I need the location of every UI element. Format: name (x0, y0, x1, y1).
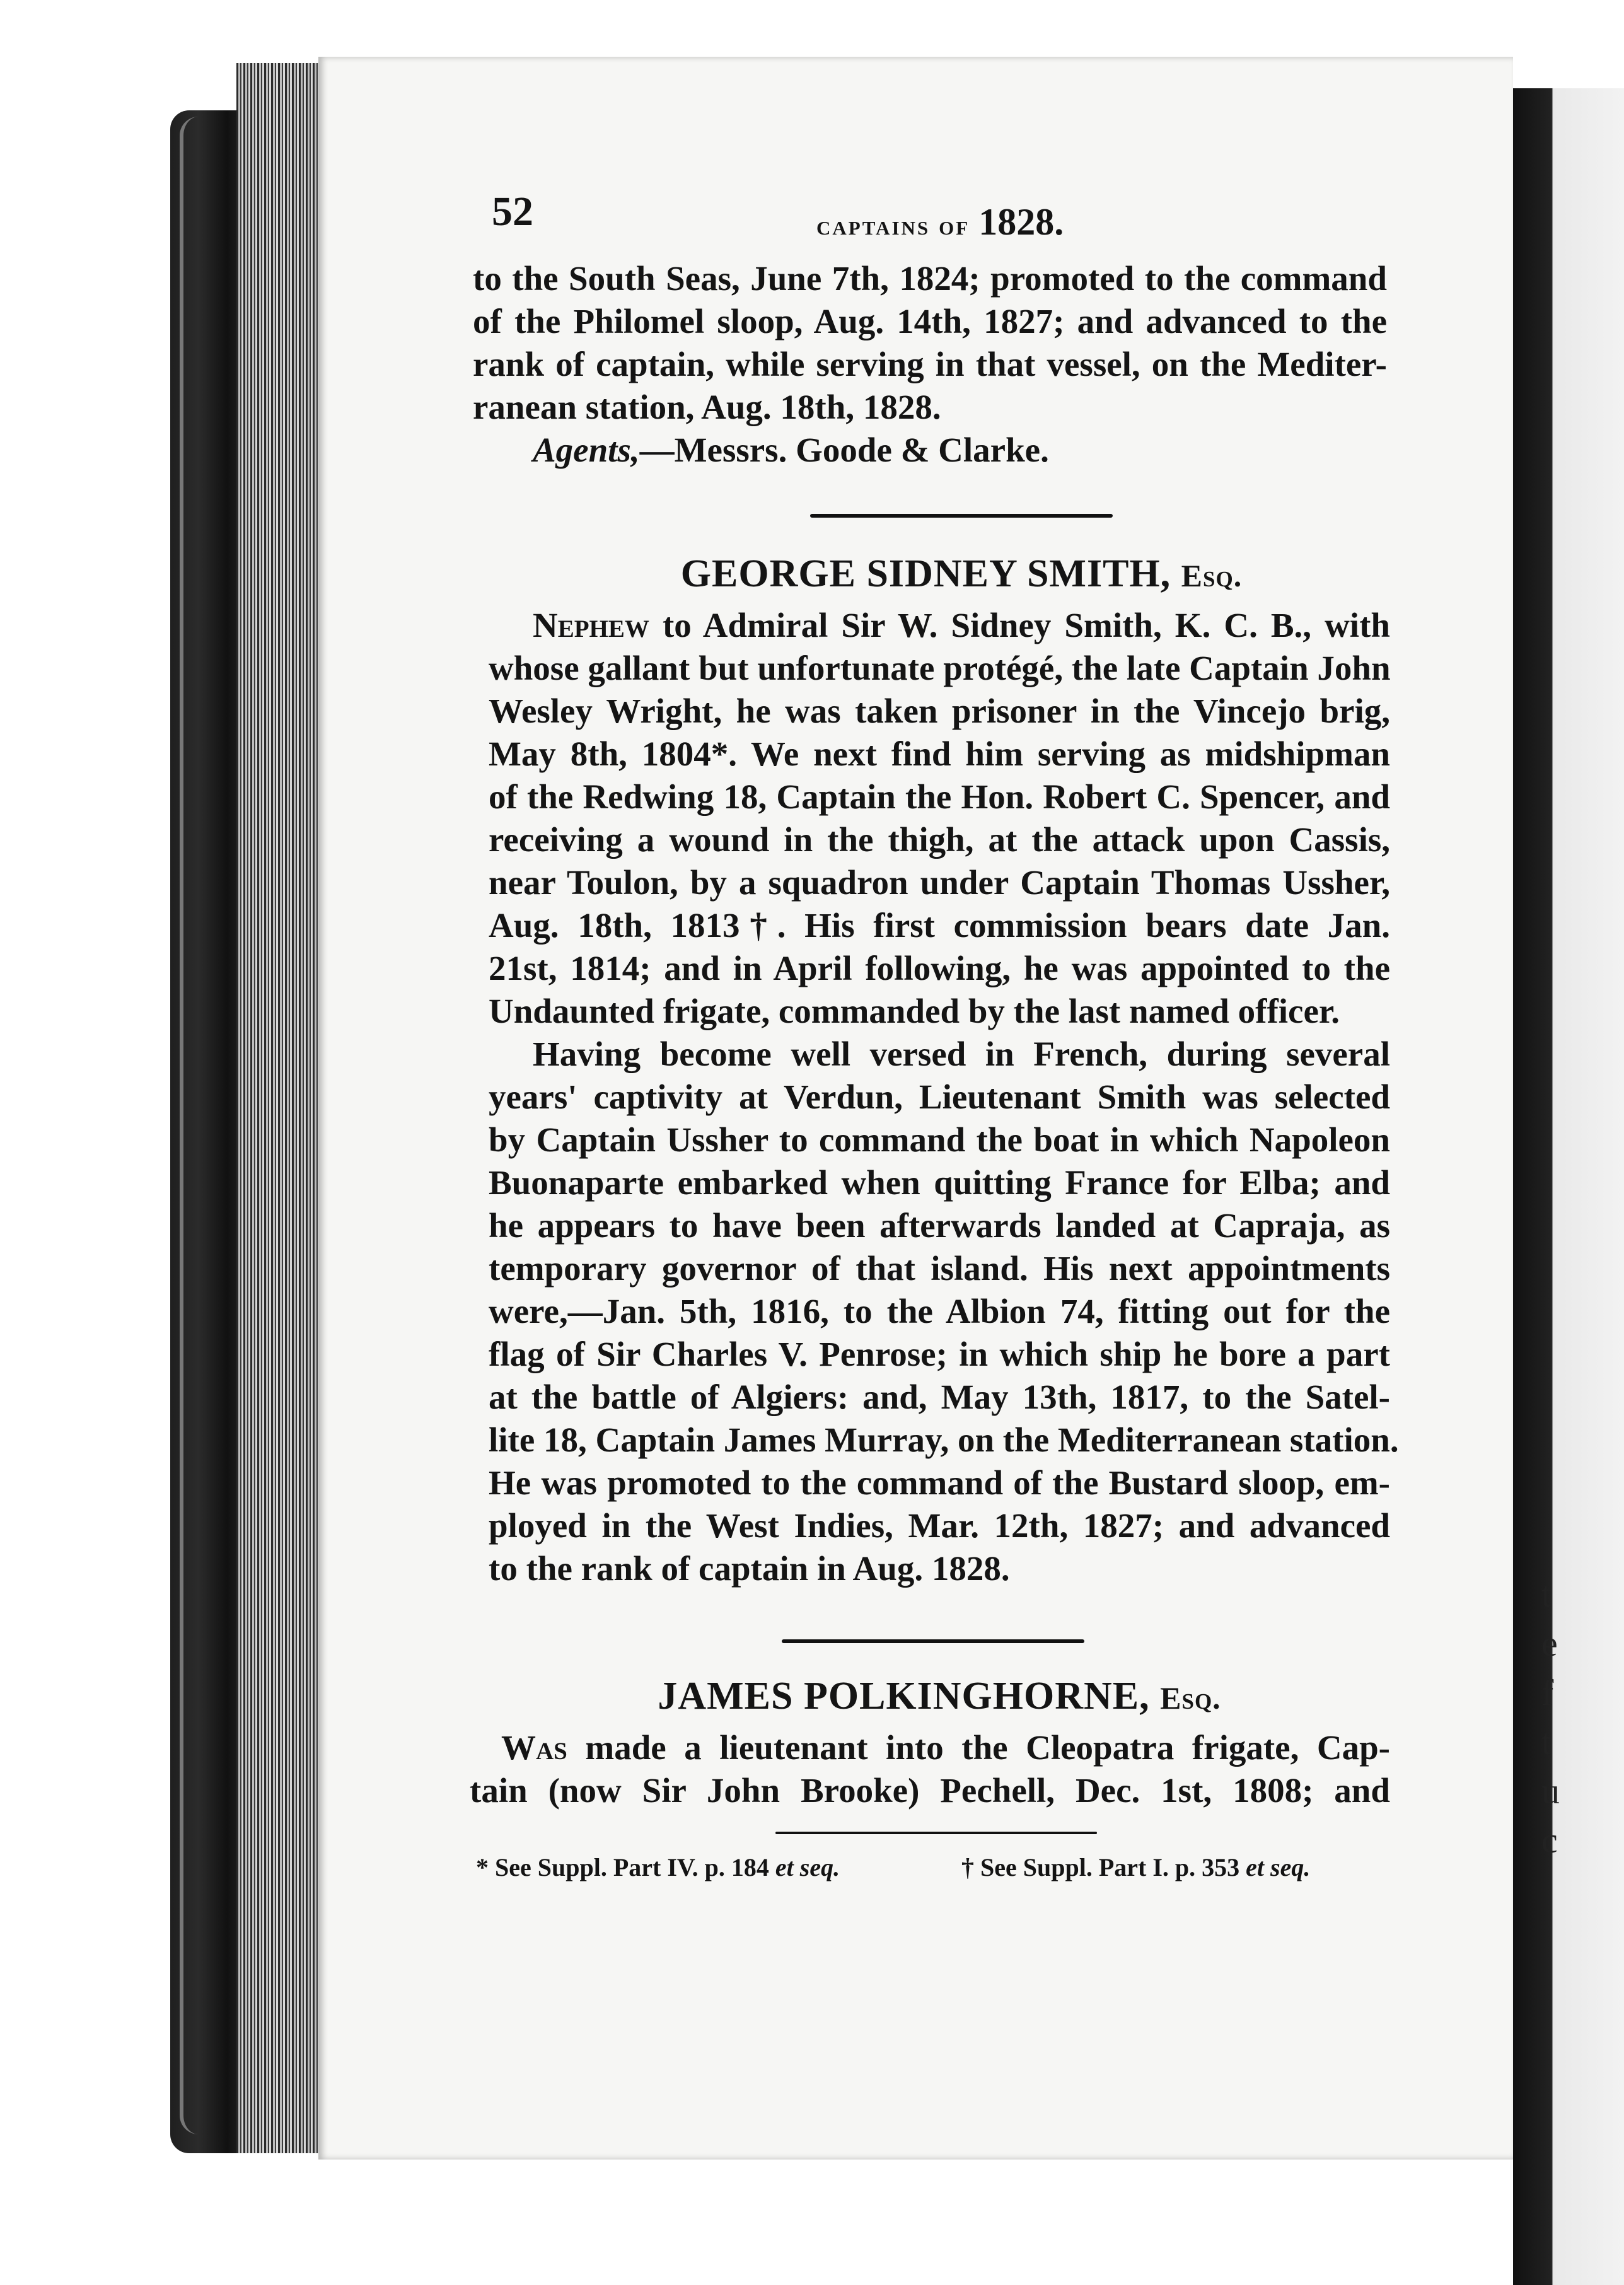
fragment-char: e (1541, 1623, 1558, 1664)
text-line: May 8th, 1804*. We next find him serving as midshipman (489, 735, 1390, 773)
fragment-char: f (1541, 1672, 1554, 1713)
text-line: ranean station, Aug. 18th, 1828. (473, 388, 941, 426)
text-line: of the Philomel sloop, Aug. 14th, 1827; and advanced to the (473, 302, 1387, 340)
heading-suffix: Esq. (1181, 558, 1243, 593)
running-title-text: captains of (816, 210, 970, 241)
heading-suffix: Esq. (1160, 1680, 1221, 1716)
text-line: Wesley Wright, he was taken prisoner in the Vincejo brig, (489, 692, 1390, 730)
text-line: near Toulon, by a squadron under Captain Thomas Ussher, (489, 863, 1390, 902)
text-line: temporary governor of that island. His next appointments (489, 1249, 1390, 1288)
text-line: He was promoted to the command of the Bustard sloop, em- (489, 1463, 1390, 1502)
heading-name: JAMES POLKINGHORNE, (658, 1675, 1150, 1718)
fragment-char: t (1541, 1721, 1552, 1762)
text-line (489, 604, 1390, 647)
fragment-char: t (1541, 1574, 1552, 1615)
text-line: 21st, 1814; and in April following, he was appointed to the (489, 949, 1390, 987)
footnote-1-text: * See Suppl. Part IV. p. 184 (476, 1853, 775, 1881)
text-line: he appears to have been afterwards landed at Capraja, as (489, 1206, 1390, 1245)
text-line: years' captivity at Verdun, Lieutenant Smith was selected (489, 1078, 1390, 1116)
text-line: rank of captain, while serving in that vessel, on the Mediter- (473, 345, 1387, 383)
footnote-2 (961, 1852, 1310, 1882)
section-heading (627, 552, 1296, 596)
section-rule (810, 514, 1113, 518)
section1-body (489, 604, 1399, 1590)
page-number: 52 (492, 189, 533, 235)
text-line: Aug. 18th, 1813†. His first commission bears date Jan. (489, 906, 1390, 945)
footnote-1 (476, 1853, 840, 1881)
running-title-year: 1828. (978, 201, 1064, 243)
text-line: to the South Seas, June 7th, 1824; promoted to the command (473, 259, 1387, 298)
first-word: Nephew (533, 606, 649, 644)
text-line: Buonaparte embarked when quitting France for Elba; and (489, 1163, 1390, 1202)
text-line: lite 18, Captain James Murray, on the Mediterranean station. (489, 1421, 1399, 1459)
right-page-fragment (1541, 1570, 1617, 1861)
text-line: to the rank of captain in Aug. 1828. (489, 1549, 1010, 1588)
text-line: whose gallant but unfortunate protégé, the late Captain John (489, 649, 1391, 687)
text-line: flag of Sir Charles V. Penrose; in which ship he bore a part (489, 1335, 1390, 1373)
text-line (470, 1726, 1390, 1769)
footnote-1-italic: et seq. (775, 1853, 840, 1881)
first-word: Was (501, 1728, 567, 1767)
footnote-rule (775, 1832, 1097, 1834)
text-line: at the battle of Algiers: and, May 13th, 1817, to the Satel- (489, 1378, 1390, 1416)
text-line: receiving a wound in the thigh, at the attack upon Cassis, (489, 820, 1390, 859)
page-edges (236, 63, 328, 2153)
section-heading (605, 1674, 1273, 1719)
text-line: of the Redwing 18, Captain the Hon. Robert C. Spencer, and (489, 777, 1390, 816)
agents-line (473, 429, 1387, 472)
text-line: tain (now Sir John Brooke) Pechell, Dec. 1st, 1808; and (470, 1771, 1390, 1810)
running-title (816, 201, 1064, 244)
text-line: by Captain Ussher to command the boat in which Napoleon (489, 1120, 1390, 1159)
text-line: Having become well versed in French, during several (533, 1035, 1390, 1073)
book-right-edge (1513, 88, 1624, 2285)
text-line: Undaunted frigate, commanded by the last named officer. (489, 992, 1340, 1030)
agents-label: Agents, (533, 431, 640, 469)
intro-paragraph (473, 257, 1387, 472)
line-rest: made a lieutenant into the Cleopatra frigate, Cap- (567, 1728, 1390, 1767)
text-line: were,—Jan. 5th, 1816, to the Albion 74, fitting out for the (489, 1292, 1390, 1330)
section-rule (782, 1639, 1084, 1643)
footnote-2-text: † See Suppl. Part I. p. 353 (961, 1853, 1246, 1881)
book-cover-edge (180, 117, 212, 2134)
text-line: ployed in the West Indies, Mar. 12th, 1827; and advanced (489, 1506, 1390, 1545)
section2-body (470, 1726, 1390, 1812)
footnotes (476, 1852, 1396, 1882)
agents-text: —Messrs. Goode & Clarke. (639, 431, 1049, 469)
line-rest: to Admiral Sir W. Sidney Smith, K. C. B., with (649, 606, 1390, 644)
heading-name: GEORGE SIDNEY SMITH, (680, 552, 1171, 595)
fragment-char: c (1541, 1820, 1558, 1861)
footnote-2-italic: et seq. (1246, 1853, 1311, 1881)
fragment-char: u (1541, 1770, 1560, 1811)
